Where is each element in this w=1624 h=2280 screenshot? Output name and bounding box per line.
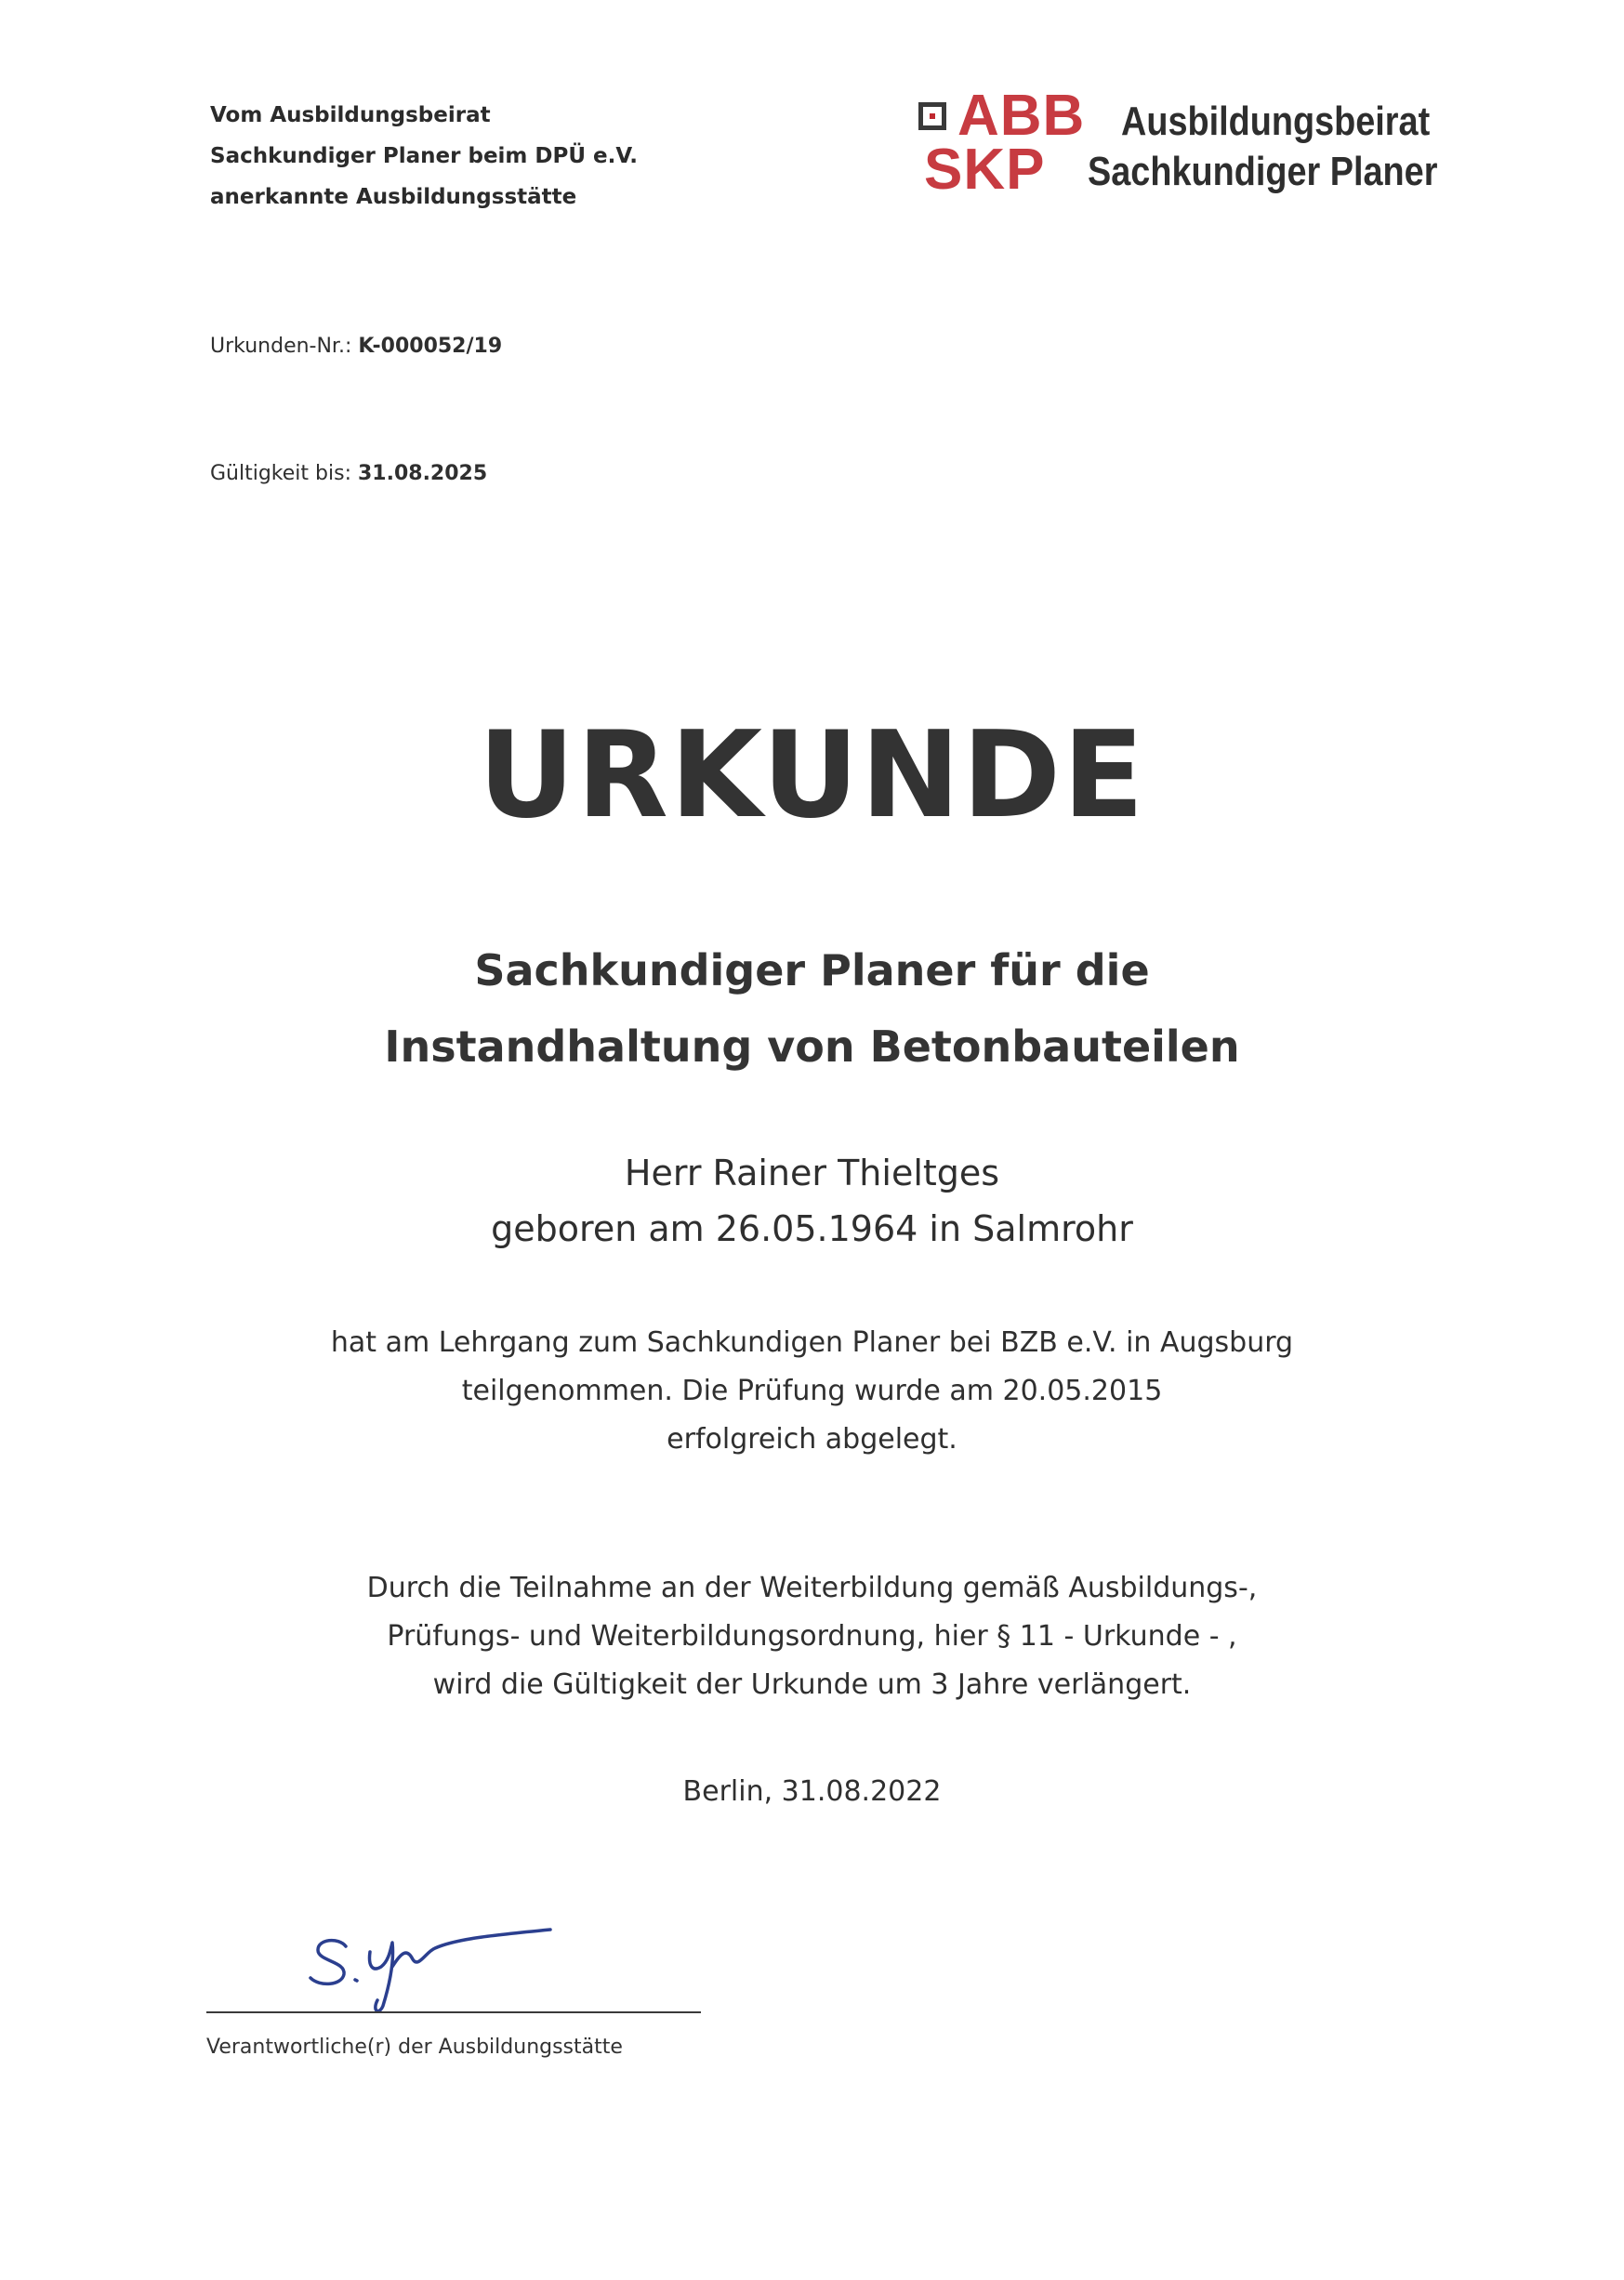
course-line-3: erfolgreich abgelegt. [667, 1423, 957, 1456]
validity [210, 462, 487, 485]
issuer-line-1: Vom Ausbildungsbeirat [210, 103, 491, 127]
extension-paragraph [0, 1564, 1624, 1709]
extension-line-1: Durch die Teilnahme an der Weiterbildung gemäß Ausbildungs-, [366, 1572, 1258, 1604]
logo-abbr-bottom: SKP [924, 138, 1046, 202]
handwritten-signature [297, 1915, 576, 2017]
logo-name-bottom: Sachkundiger Planer [1088, 149, 1438, 194]
recipient [0, 1145, 1624, 1257]
place-date: Berlin, 31.08.2022 [682, 1775, 942, 1808]
recipient-birth: geboren am 26.05.1964 in Salmrohr [491, 1208, 1133, 1249]
certificate-number-value: K-000052/19 [358, 335, 503, 358]
issuer-block [210, 95, 638, 217]
validity-value: 31.08.2025 [357, 462, 488, 485]
recipient-name: Herr Rainer Thieltges [624, 1153, 1000, 1193]
extension-line-2: Prüfungs- und Weiterbildungsordnung, hier § 11 - Urkunde - , [387, 1620, 1237, 1653]
certificate-number-label: Urkunden-Nr.: [210, 335, 352, 358]
logo-name-top: Ausbildungsbeirat [1121, 99, 1431, 144]
subtitle-line-2: Instandhaltung von Betonbauteilen [384, 1021, 1240, 1072]
issuer-line-2: Sachkundiger Planer beim DPÜ e.V. [210, 144, 638, 168]
course-paragraph [0, 1319, 1624, 1464]
abb-skp-logo [918, 84, 1458, 204]
extension-line-3: wird die Gültigkeit der Urkunde um 3 Jahre verlängert. [432, 1668, 1192, 1701]
document-subtitle [0, 932, 1624, 1085]
validity-label: Gültigkeit bis: [210, 462, 351, 485]
signature-caption: Verantwortliche(r) der Ausbildungsstätte [206, 2036, 623, 2059]
signature-line [206, 2011, 701, 2013]
certificate-number [210, 335, 502, 358]
document-title: URKUNDE [478, 706, 1146, 845]
subtitle-line-1: Sachkundiger Planer für die [474, 945, 1150, 995]
square-logo-mark-icon [918, 102, 946, 130]
issuer-line-3: anerkannte Ausbildungsstätte [210, 185, 577, 209]
course-line-1: hat am Lehrgang zum Sachkundigen Planer bei BZB e.V. in Augsburg [330, 1326, 1294, 1359]
course-line-2: teilgenommen. Die Prüfung wurde am 20.05.2015 [461, 1375, 1163, 1407]
logo-abbr-top: ABB [957, 84, 1086, 148]
